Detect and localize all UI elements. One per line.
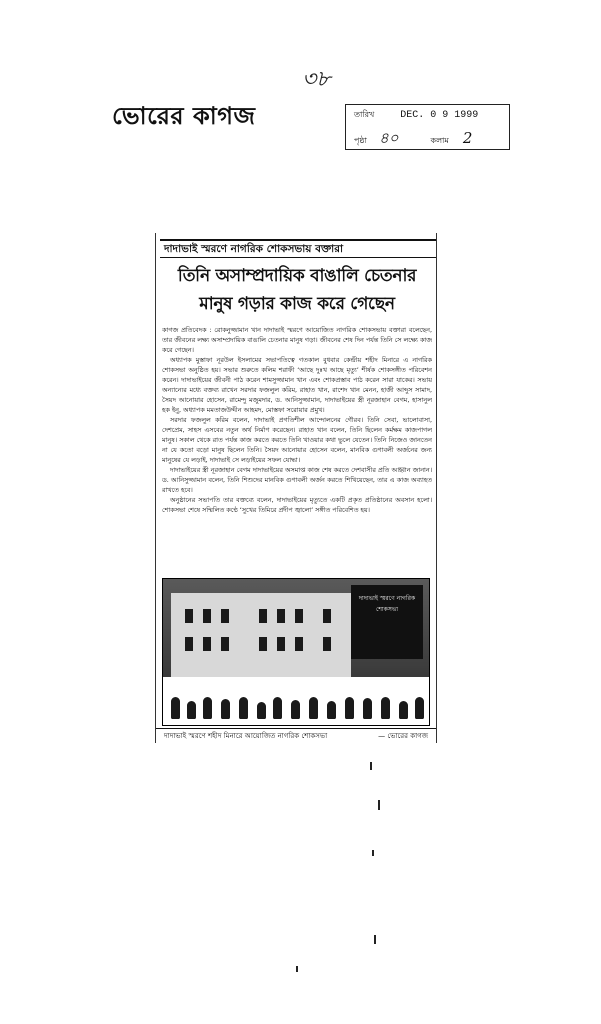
article-paragraph: দাদাভাইয়ের স্ত্রী নূরজাহান বেগম দাদাভাইয়ের অসমাপ্ত কাজ শেষ করতে দেশবাসীর প্রতি আহ্বান জানান। ড. আনিসুজ্জামান বলেন, তিনি শিশুদের মানবিক গুণাবলী অর্জন করতে শিখিয়েছেন, তার এ কাজ অব্যাহত রাখতে হবে। xyxy=(162,466,432,494)
newspaper-clipping xyxy=(155,233,437,743)
scan-speck xyxy=(370,762,372,770)
caption-text: দাদাভাই স্মরণে শহীদ মিনারে আয়োজিত নাগরিক শোকসভা xyxy=(164,732,328,740)
archive-number: ৩৮ xyxy=(302,67,331,92)
article-photo xyxy=(162,578,430,726)
headline-line-1: তিনি অসাম্প্রদায়িক বাঙালি চেতনার xyxy=(177,266,417,286)
article-kicker: দাদাভাই স্মরণে নাগরিক শোকসভায় বক্তারা xyxy=(160,239,436,258)
newspaper-masthead: ভোরের কাগজ xyxy=(112,102,256,130)
article-paragraph: অধ্যাপক মুস্তাফা নূরউল ইসলামের সভাপতিত্বে গতকাল বুধবার কেন্দ্রীয় শহীদ মিনারে এ নাগরিক শোকসভা অনুষ্ঠিত হয়। সভার শুরুতে কলিম শরাফী ‘আছে দুঃখ আছে মৃত্যু’ শীর্ষক শোকসঙ্গীত পরিবেশন করেন। দাদাভাইয়ের জীবনী পাঠ করেন শামসুজ্জামান খান এবং শোকপ্রস্তাব পাঠ করেন সারা যাকের। সভায় অন্যান্যের মধ্যে বক্তব্য রাখেন সরদার ফজলুল করিম, রাহাত খান, রাশেদ খান মেনন, হাজী আব্দুস সামাদ, সৈয়দ আনোয়ার হোসেন, রামেন্দু মজুমদার, ড. আনিসুজ্জামান, দাদাভাইয়ের স্ত্রী নূরজাহান বেগম, হাসানুল হক ইনু, অধ্যাপক মমতাজউদ্দীন আহমদ, মোস্তফা সরোয়ার প্রমুখ। xyxy=(162,356,432,414)
archive-stamp xyxy=(345,104,510,150)
scan-speck xyxy=(296,966,298,972)
scan-speck xyxy=(378,800,380,810)
stamp-page-label: পৃষ্ঠা xyxy=(354,136,367,145)
scan-speck xyxy=(372,850,374,856)
article-paragraph: কাগজ প্রতিবেদক : রোকনুজ্জামান খান দাদাভাই স্মরণে আয়োজিত নাগরিক শোকসভায় বক্তারা বলেছেন, তার জীবনের লক্ষ্য অসাম্প্রদায়িক বাঙালি চেতনার মানুষ গড়া। জীবনের শেষ দিন পর্যন্ত তিনি সে লক্ষ্যে কাজ করে গেছেন। xyxy=(162,326,432,354)
stamp-column-value: 2 xyxy=(462,129,473,147)
article-paragraph: অনুষ্ঠানের সভাপতি তার বক্তব্যে বলেন, দাদাভাইয়ের মৃত্যুতে একটি প্রকৃত প্রতিষ্ঠানের অবসান হলো। শোকসভা শেষে সম্মিলিত কণ্ঠে ‘সুখের তিমিরে প্রদীপ জ্বালো’ সঙ্গীত পরিবেশিত হয়। xyxy=(162,496,432,514)
article-paragraph: সরদার ফজলুল করিম বলেন, দাদাভাই প্রগতিশীল আন্দোলনের গৌরব। তিনি সেবা, ভালোবাসা, দেশপ্রেম, সাহস এসবের নতুন অর্থ নির্মাণ করেছেন। রাহাত খান বলেন, তিনি ছিলেন কর্মক্ষম কাজপাগল মানুষ। সকাল থেকে রাত পর্যন্ত কাজ করতে করতে তিনি খাওয়ার কথা ভুলে যেতেন। তিনি নিজেও জানতেন না যে কতো বড়ো মানুষ ছিলেন তিনি। সৈয়দ আনোয়ার হোসেন বলেন, মানবিক গুণাবলী অর্জনের জন্য মানুষের যে লড়াই, দাদাভাই সে লড়াইয়ের সফল যোদ্ধা। xyxy=(162,416,432,464)
photo-caption xyxy=(156,728,436,743)
stamp-date-label: তারিখ xyxy=(354,110,375,119)
caption-credit: — ভোরের কাগজ xyxy=(378,732,428,740)
scan-speck xyxy=(374,935,376,944)
photo-banner: দাদাভাই স্মরণে নাগরিক শোকসভা xyxy=(351,585,423,659)
headline-line-2: মানুষ গড়ার কাজ করে গেছেন xyxy=(199,294,395,314)
article-body xyxy=(162,325,432,577)
photo-crowd xyxy=(163,677,429,725)
stamp-date: DEC. 0 9 1999 xyxy=(400,110,479,121)
stamp-column-label: কলাম xyxy=(430,136,449,145)
stamp-page-value: ৪০ xyxy=(378,129,399,147)
